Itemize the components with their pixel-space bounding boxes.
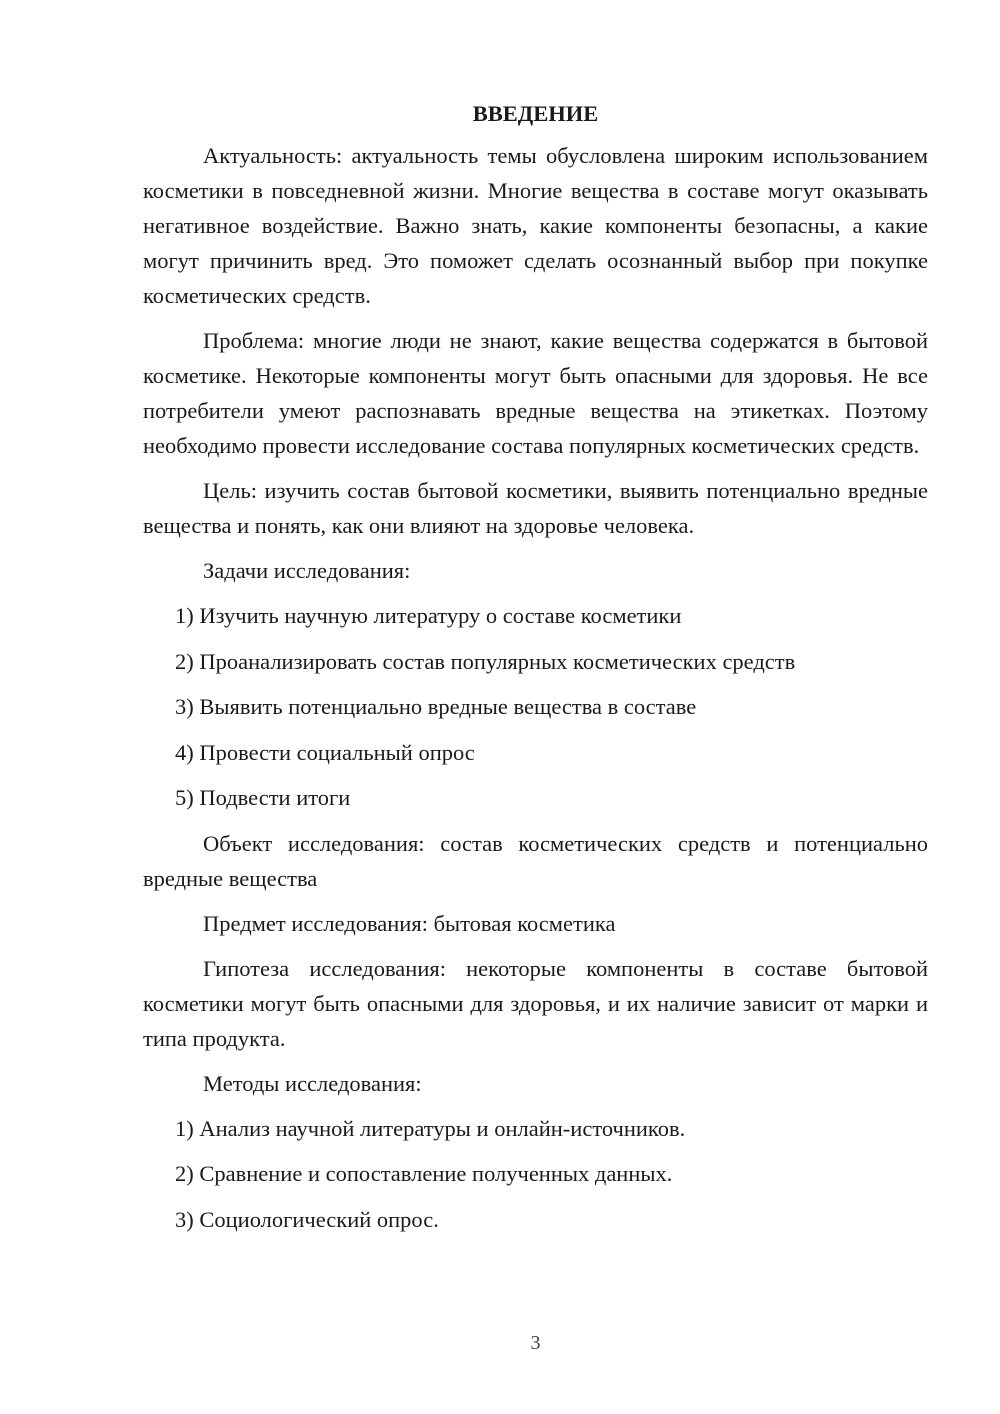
hypothesis-paragraph: Гипотеза исследования: некоторые компоненты в составе бытовой косметики могут быть опасными для здоровья, и их наличие зависит от марки и типа продукта. xyxy=(143,955,928,1051)
task-item-1: 1) Изучить научную литературу о составе косметики xyxy=(175,603,682,628)
method-item-2: 2) Сравнение и сопоставление полученных данных. xyxy=(175,1161,673,1186)
object-paragraph: Объект исследования: состав косметических средств и потенциально вредные вещества xyxy=(143,830,928,891)
subject-paragraph: Предмет исследования: бытовая косметика xyxy=(203,910,616,936)
page-number: 3 xyxy=(530,1332,541,1354)
relevance-paragraph: Актуальность: актуальность темы обусловлена широким использованием косметики в повседневной жизни. Многие вещества в составе могут оказывать негативное воздействие. Важно знать, какие компоненты безопасны, а какие могут причинить вред. Это поможет сделать осознанный выбор при покупке косметических средств. xyxy=(143,143,928,308)
tasks-heading: Задачи исследования: xyxy=(203,558,411,583)
document-page xyxy=(143,96,928,1247)
goal-paragraph: Цель: изучить состав бытовой косметики, выявить потенциально вредные вещества и понять, как они влияют на здоровье человека. xyxy=(143,478,928,538)
task-item-3: 3) Выявить потенциально вредные вещества в составе xyxy=(175,694,697,719)
task-item-2: 2) Проанализировать состав популярных косметических средств xyxy=(175,648,796,674)
section-title: ВВЕДЕНИЕ xyxy=(472,101,599,126)
task-item-4: 4) Провести социальный опрос xyxy=(175,739,475,765)
task-item-5: 5) Подвести итоги xyxy=(175,785,351,810)
problem-paragraph: Проблема: многие люди не знают, какие вещества содержатся в бытовой косметике. Некоторые компоненты могут быть опасными для здоровья. Не все потребители умеют распознавать вредные вещества на этикетках. Поэтому необходимо провести исследование состава популярных косметических средств. xyxy=(143,328,928,458)
methods-heading: Методы исследования: xyxy=(203,1070,422,1096)
method-item-1: 1) Анализ научной литературы и онлайн-источников. xyxy=(175,1115,686,1141)
method-item-3: 3) Социологический опрос. xyxy=(175,1206,439,1232)
